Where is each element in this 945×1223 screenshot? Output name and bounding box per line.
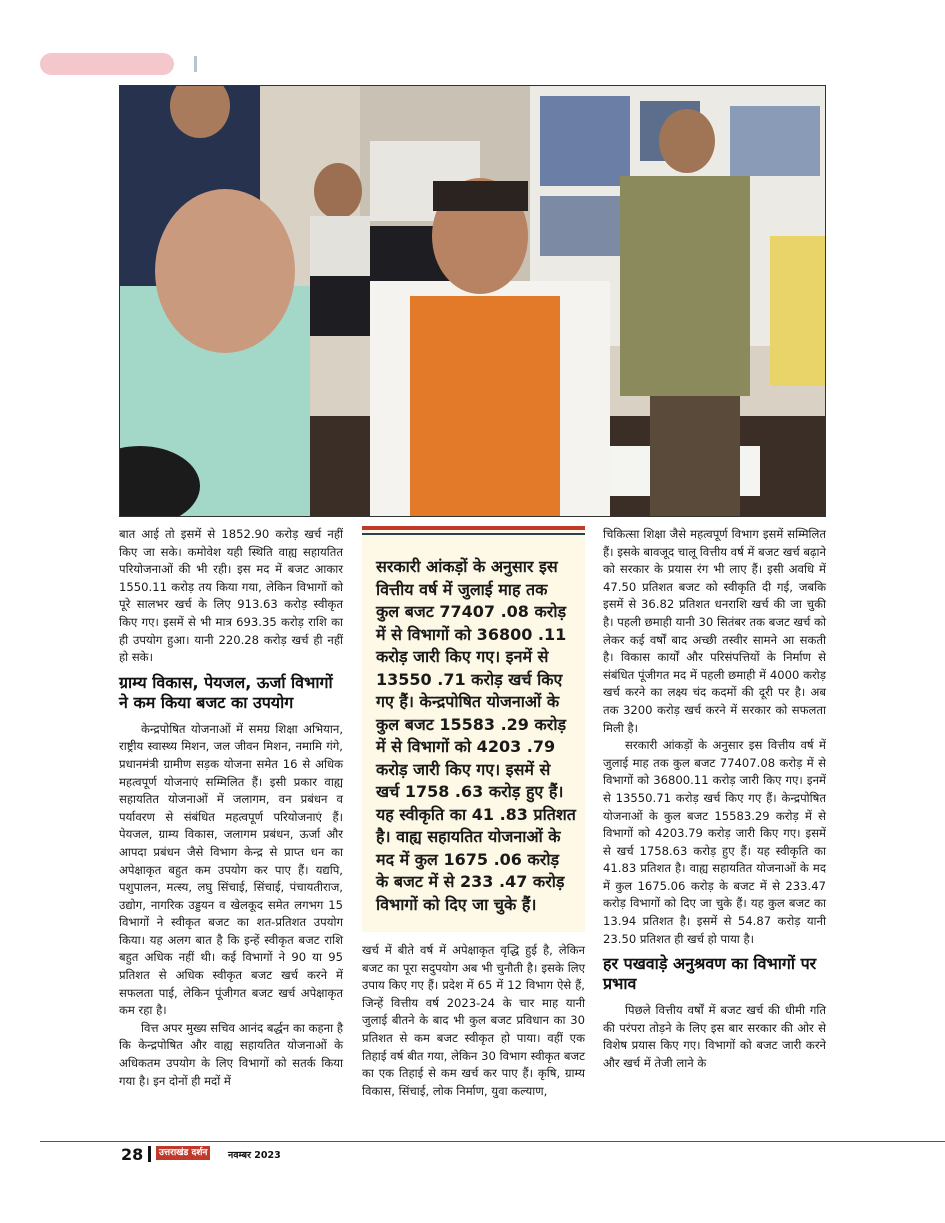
- quote-top-rule-red: [362, 526, 585, 530]
- meeting-photo: [119, 85, 826, 517]
- magazine-logo: उत्तराखंड दर्शन: [156, 1146, 210, 1160]
- article-column-1: [119, 526, 343, 1090]
- page-number: 28: [121, 1145, 144, 1164]
- article-column-2: [362, 942, 585, 1100]
- paragraph: पिछले वित्तीय वर्षों में बजट खर्च की धीमी गति की परंपरा तोड़ने के लिए इस बार सरकार की ओर से विशेष प्रयास किए गए। विभागों को बजट जारी करने और खर्च में तेजी लाने के: [603, 1003, 826, 1071]
- section-tick-decoration: [194, 56, 197, 72]
- pull-quote-text: सरकारी आंकड़ों के अनुसार इस वित्तीय वर्ष में जुलाई माह तक कुल बजट 77407 .08 करोड़ में से विभागों को 36800 .11 करोड़ जारी किए गए। इनमें से 13550 .71 करोड़ खर्च किए गए हैं। केन्द्रपोषित योजनाओं के कुल बजट 15583 .29 करोड़ में से विभागों को 4203 .79 करोड़ जारी किए गए। इसमें से खर्च 1758 .63 करोड़ हुए हैं। यह स्वीकृति का 41 .83 प्रतिशत है। वाह्य सहायतित योजनाओं के मद में कुल 1675 .06 करोड़ के बजट में से 233 .47 करोड़ विभागों को दिए जा चुके हैं।: [376, 557, 576, 914]
- footer-divider: [148, 1146, 151, 1162]
- section-heading: हर पखवाड़े अनुश्रवण का विभागों पर प्रभाव: [603, 954, 817, 994]
- issue-date: नवम्बर 2023: [228, 1150, 281, 1161]
- paragraph: केन्द्रपोषित योजनाओं में समग्र शिक्षा अभियान, राष्ट्रीय स्वास्थ्य मिशन, जल जीवन मिशन, नमामि गंगे, प्रधानमंत्री ग्रामीण सड़क योजना समेत 16 से अधिक महत्वपूर्ण योजनाएं सम्मिलित हैं। इसी प्रकार वाह्य सहायतित योजनाओं में जलागम, वन प्रबंधन व पर्यावरण से संबंधित महत्वपूर्ण परियोजनाएं हैं। पेयजल, ग्राम्य विकास, जलागम प्रबंधन, ऊर्जा और आपदा प्रबंधन जैसे विभाग केन्द्र से प्राप्त धन का अपेक्षाकृत बहुत कम उपयोग कर पाए हैं। यद्यपि, पशुपालन, मत्स्य, लघु सिंचाई, सिंचाई, पंचायतीराज, उद्योग, नागरिक उड्डयन व खेलकूद समेत लगभग 15 विभागों ने स्वीकृत बजट का शत-प्रतिशत उपयोग किया। यह अलग बात है कि इन्हें स्वीकृत बजट राशि बहुत अधिक नहीं थी। कई विभागों ने 90 या 95 प्रतिशत से अधिक स्वीकृत बजट खर्च करने में सफलता पाई, लेकिन पूंजीगत बजट खर्च अपेक्षाकृत कम रहा है।: [119, 721, 343, 1018]
- article-column-3: [603, 526, 826, 1073]
- section-pill-decoration: [40, 53, 174, 75]
- section-heading: ग्राम्य विकास, पेयजल, ऊर्जा विभागों ने कम किया बजट का उपयोग: [119, 672, 333, 712]
- paragraph: वित्त अपर मुख्य सचिव आनंद बर्द्धन का कहना है कि केन्द्रपोषित और वाह्य सहायतित योजनाओं के अधिकतम उपयोग के लिए विभागों को सतर्क किया गया है। इन दोनों ही मदों में: [119, 1020, 343, 1088]
- paragraph: खर्च में बीते वर्ष में अपेक्षाकृत वृद्धि हुई है, लेकिन बजट का पूरा सदुपयोग अब भी चुनौती है। इसके लिए उपाय किए गए हैं। प्रदेश में 65 में 12 विभाग ऐसे हैं, जिन्हें वित्तीय वर्ष 2023-24 के चार माह यानी जुलाई बीतने के बाद भी कुल बजट प्रविधान का 30 प्रतिशत से कम बजट स्वीकृत हो पाया। वहीं एक तिहाई वर्ष बीत गया, लेकिन 30 विभाग स्वीकृत बजट का एक तिहाई से कम खर्च कर पाए हैं। कृषि, ग्राम्य विकास, सिंचाई, लोक निर्माण, युवा कल्याण,: [362, 943, 585, 1098]
- paragraph: सरकारी आंकड़ों के अनुसार इस वित्तीय वर्ष में जुलाई माह तक कुल बजट 77407.08 करोड़ में से विभागों को 36800.11 करोड़ जारी किए गए। इनमें से 13550.71 करोड़ खर्च किए गए हैं। केन्द्रपोषित योजनाओं के कुल बजट 15583.29 करोड़ में से विभागों को 4203.79 करोड़ जारी किए गए। इसमें से खर्च 1758.63 करोड़ हुए हैं। यह स्वीकृति का 41.83 प्रतिशत है। वाह्य सहायतित योजनाओं के मद में कुल 1675.06 करोड़ के बजट में से 233.47 करोड़ विभागों को दिए जा चुके हैं। यह कुल बजट का 13.94 प्रतिशत है। इसमें से 54.87 करोड़ यानी 23.50 प्रतिशत ही खर्च हो पाया है।: [603, 738, 826, 946]
- quote-top-rule-dark: [362, 533, 585, 535]
- paragraph: चिकित्सा शिक्षा जैसे महत्वपूर्ण विभाग इसमें सम्मिलित हैं। इसके बावजूद चालू वित्तीय वर्ष में बजट खर्च बढ़ाने को सरकार के प्रयास रंग भी लाए हैं। इसी अवधि में 47.50 प्रतिशत बजट को स्वीकृति दी गई, जबकि इसमें से 36.82 प्रतिशत धनराशि खर्च की जा चुकी है। पहली छमाही यानी 30 सितंबर तक बजट खर्च को लेकर कई वर्षों बाद अच्छी तस्वीर सामने आ सकती है। विकास कार्यों और परिसंपत्तियों के निर्माण से संबंधित पूंजीगत मद में पहली छमाही में 4000 करोड़ खर्च करने का लक्ष्य चंद कदमों की दूरी पर है। अब तक 3200 करोड़ खर्च करने में सरकार को सफलता मिली है।: [603, 527, 826, 735]
- footer-rule: [40, 1141, 945, 1142]
- pull-quote-box: [362, 526, 585, 932]
- paragraph: बात आई तो इसमें से 1852.90 करोड़ खर्च नहीं किए जा सके। कमोवेश यही स्थिति वाह्य सहायतित परियोजनाओं की भी रही। इस मद में बजट आकार 1550.11 करोड़ तय किया गया, लेकिन विभागों को पूरे सालभर खर्च के लिए 913.63 करोड़ स्वीकृत किए गए। इसमें से भी मात्र 693.35 करोड़ राशि का ही उपयोग हुआ। यानी 220.28 करोड़ खर्च ही नहीं हो सके।: [119, 527, 343, 665]
